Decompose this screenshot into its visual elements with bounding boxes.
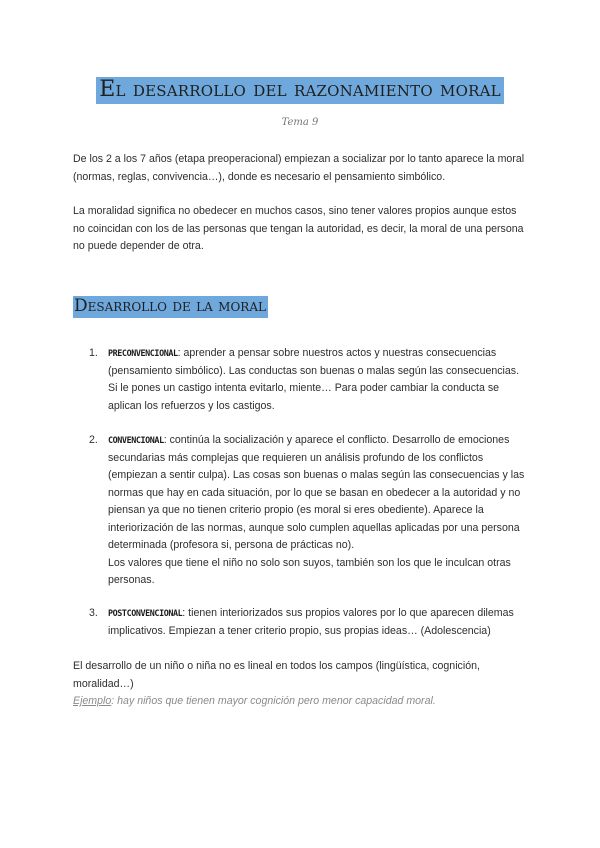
document-subtitle: Tema 9 xyxy=(281,117,319,128)
section-heading: Desarrollo de la moral xyxy=(74,296,266,316)
morality-paragraph: La moralidad significa no obedecer en muchos casos, sino tener valores propios aunque estos no coincidan con los de las personas que tengan la autoridad, es decir, la moral de una persona no puede depender de otra. xyxy=(73,205,524,252)
example-line xyxy=(73,693,525,711)
stage-term: CONVENCIONAL xyxy=(108,435,164,445)
example-label: Ejemplo xyxy=(73,695,112,707)
intro-paragraph: De los 2 a los 7 años (etapa preoperacional) empiezan a socializar por lo tanto aparece la moral (normas, reglas, convivencia…), donde es necesario el pensamiento simbólico. xyxy=(73,153,525,183)
list-number: 2. xyxy=(89,434,98,446)
list-item-postconventional xyxy=(89,605,529,640)
stage-term: POSTCONVENCIONAL xyxy=(108,608,183,618)
stage-description: : tienen interiorizados sus propios valores por lo que aparecen dilemas implicativos. Empiezan a tener criterio propio, sus propias ideas… (Adolescencia) xyxy=(108,607,514,637)
closing-paragraph: El desarrollo de un niño o niña no es lineal en todos los campos (lingüística, cognición, moralidad…) xyxy=(73,660,480,690)
list-item xyxy=(89,345,529,415)
document-title: El desarrollo del razonamiento moral xyxy=(96,77,504,104)
section-heading-container xyxy=(73,296,268,318)
stage-term: PRECONVENCIONAL xyxy=(108,348,178,358)
example-text: : hay niños que tienen mayor cognición pero menor capacidad moral. xyxy=(111,695,436,707)
stage-extra-note: Los valores que tiene el niño no solo son suyos, también son los que le inculcan otras personas. xyxy=(108,556,511,586)
stage-description: : continúa la socialización y aparece el conflicto. Desarrollo de emociones secundarias más complejas que requieren un análisis profundo de los conflictos (empiezan a sentir culpa). Las cosas son buenas o malas según las consecuencias y las normas que hay en cada situación, por lo que se basan en obedecer a la autoridad y no piensan ya que no tienen criterio propio (es moral si eres obediente). Aparece la interiorización de las normas, aunque solo cumplen aquellas aplicadas por una persona determinada (profesora si, persona de prácticas no). xyxy=(108,434,525,551)
title-container xyxy=(0,77,600,104)
list-number: 1. xyxy=(89,347,98,359)
list-item-preconventional xyxy=(89,345,529,415)
list-number: 3. xyxy=(89,607,98,619)
list-item-conventional xyxy=(89,432,529,590)
list-item xyxy=(89,432,529,590)
list-item xyxy=(89,605,529,640)
stage-description: : aprender a pensar sobre nuestros actos y nuestras consecuencias (pensamiento simbólico). Las conductas son buenas o malas según las consecuencias. Si le pones un castigo intenta evitarlo, miente… Para poder cambiar la conducta se aplican los refuerzos y los castigos. xyxy=(108,347,520,412)
